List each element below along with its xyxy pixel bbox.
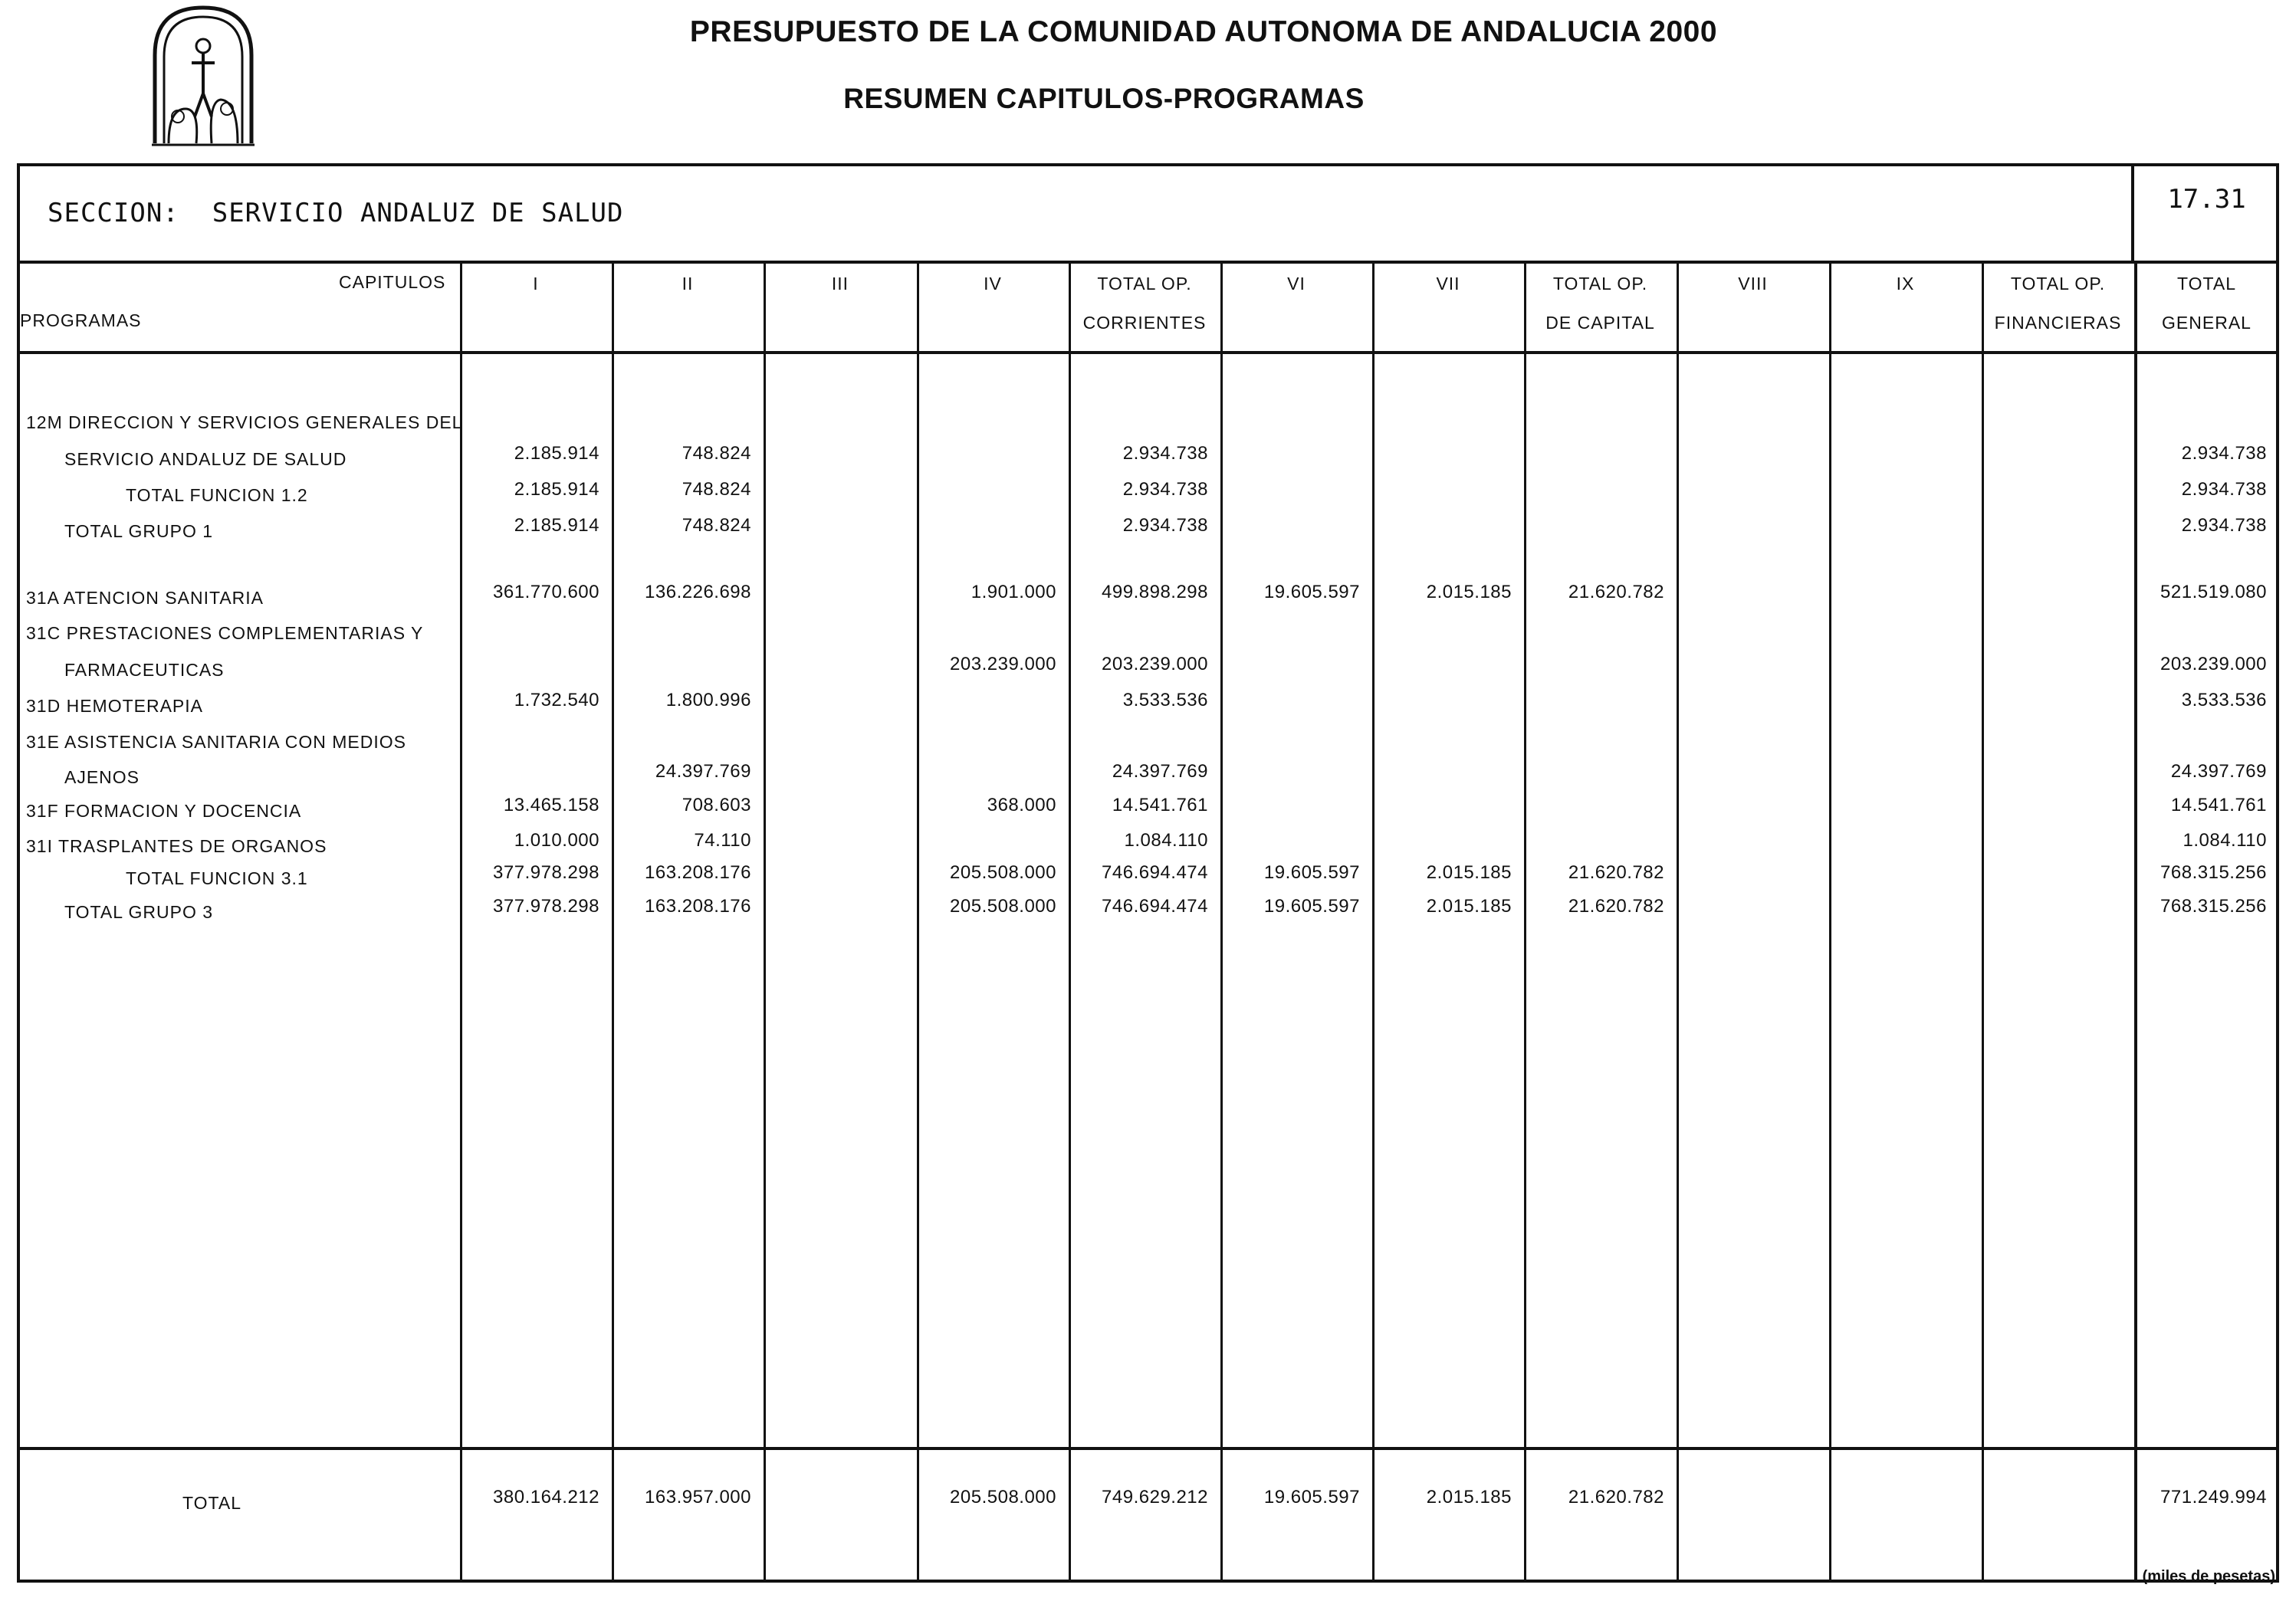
section-name: SERVICIO ANDALUZ DE SALUD	[212, 198, 624, 228]
column-separator	[612, 261, 614, 1583]
column-header-line1: VIII	[1738, 274, 1768, 294]
column-separator	[460, 261, 462, 1583]
cell-value: 768.315.256	[2160, 862, 2267, 883]
cell-value: 368.000	[987, 795, 1056, 815]
column-header-line1: VII	[1436, 274, 1460, 294]
cell-value: 19.605.597	[1263, 582, 1360, 602]
cell-value: 3.533.536	[1122, 690, 1208, 710]
total-cell-value: 380.164.212	[493, 1487, 599, 1508]
section-title	[48, 198, 623, 228]
corner-header-capitulos: CAPITULOS	[339, 272, 446, 292]
cell-value: 708.603	[682, 795, 751, 815]
cell-value: 19.605.597	[1263, 896, 1360, 917]
section-label: SECCION:	[48, 198, 179, 228]
page-subtitle: RESUMEN CAPITULOS-PROGRAMAS	[843, 83, 1365, 114]
cell-value: 2.015.185	[1426, 896, 1512, 917]
cell-value: 14.541.761	[2170, 795, 2267, 815]
column-separator	[1982, 261, 1984, 1583]
cell-value: 205.508.000	[950, 862, 1056, 883]
column-header-line1: I	[533, 274, 539, 294]
cell-value: 14.541.761	[1112, 795, 1208, 815]
column-separator	[1069, 261, 1071, 1583]
cell-value: 377.978.298	[493, 862, 599, 883]
cell-value: 21.620.782	[1568, 896, 1664, 917]
program-label: 31E ASISTENCIA SANITARIA CON MEDIOS	[26, 732, 406, 752]
total-cell-value: 163.957.000	[645, 1487, 751, 1508]
program-label: 31I TRASPLANTES DE ORGANOS	[26, 836, 327, 856]
cell-value: 2.934.738	[1122, 479, 1208, 500]
program-label: AJENOS	[64, 767, 140, 787]
column-separator	[2134, 261, 2137, 1583]
total-cell-value: 205.508.000	[950, 1487, 1056, 1508]
column-header-line2: DE CAPITAL	[1545, 313, 1655, 333]
cell-value: 521.519.080	[2160, 582, 2267, 602]
total-cell-value: 749.629.212	[1102, 1487, 1208, 1508]
column-header-line1: VI	[1287, 274, 1306, 294]
cell-value: 203.239.000	[950, 654, 1056, 674]
cell-value: 499.898.298	[1102, 582, 1208, 602]
column-header-line1: IX	[1896, 274, 1915, 294]
column-separator	[1677, 261, 1679, 1583]
cell-value: 3.533.536	[2181, 690, 2267, 710]
cell-value: 2.185.914	[514, 443, 599, 464]
cell-value: 13.465.158	[503, 795, 599, 815]
program-label: 31F FORMACION Y DOCENCIA	[26, 801, 302, 821]
page-title: PRESUPUESTO DE LA COMUNIDAD AUTONOMA DE ANDALUCIA 2000	[689, 15, 1718, 48]
column-header-line1: III	[831, 274, 849, 294]
cell-value: 1.800.996	[665, 690, 751, 710]
cell-value: 24.397.769	[655, 761, 751, 782]
cell-value: 205.508.000	[950, 896, 1056, 917]
cell-value: 746.694.474	[1102, 896, 1208, 917]
total-cell-value: 2.015.185	[1426, 1487, 1512, 1508]
program-label: 31C PRESTACIONES COMPLEMENTARIAS Y	[26, 623, 424, 643]
cell-value: 74.110	[694, 830, 751, 851]
cell-value: 748.824	[682, 443, 751, 464]
total-cell-value: 19.605.597	[1263, 1487, 1360, 1508]
cell-value: 748.824	[682, 479, 751, 500]
header-divider	[17, 351, 2279, 354]
program-label: TOTAL GRUPO 3	[64, 902, 214, 922]
cell-value: 163.208.176	[645, 862, 751, 883]
column-header-line1: TOTAL OP.	[2010, 274, 2106, 294]
andalucia-emblem-logo	[146, 2, 261, 151]
cell-value: 24.397.769	[1112, 761, 1208, 782]
cell-value: 768.315.256	[2160, 896, 2267, 917]
column-separator	[917, 261, 919, 1583]
column-separator	[1524, 261, 1526, 1583]
cell-value: 203.239.000	[1102, 654, 1208, 674]
cell-value: 361.770.600	[493, 582, 599, 602]
cell-value: 2.185.914	[514, 479, 599, 500]
cell-value: 2.934.738	[1122, 443, 1208, 464]
units-footnote: (miles de pesetas)	[2142, 1568, 2275, 1585]
total-label: TOTAL	[182, 1493, 241, 1513]
cell-value: 19.605.597	[1263, 862, 1360, 883]
section-code: 17.31	[2167, 184, 2246, 215]
column-header-line1: TOTAL OP.	[1097, 274, 1192, 294]
program-label: TOTAL FUNCION 1.2	[126, 485, 308, 505]
cell-value: 163.208.176	[645, 896, 751, 917]
cell-value: 2.934.738	[2181, 443, 2267, 464]
program-label: TOTAL FUNCION 3.1	[126, 868, 308, 888]
program-label: FARMACEUTICAS	[64, 660, 225, 680]
column-header-line2: FINANCIERAS	[1994, 313, 2122, 333]
cell-value: 2.934.738	[2181, 515, 2267, 536]
column-header-line1: IV	[984, 274, 1002, 294]
cell-value: 748.824	[682, 515, 751, 536]
cell-value: 2.185.914	[514, 515, 599, 536]
cell-value: 1.901.000	[971, 582, 1056, 602]
section-divider	[17, 261, 2279, 264]
cell-value: 2.015.185	[1426, 862, 1512, 883]
column-header-line2: GENERAL	[2162, 313, 2252, 333]
total-cell-value: 21.620.782	[1568, 1487, 1664, 1508]
cell-value: 1.732.540	[514, 690, 599, 710]
cell-value: 136.226.698	[645, 582, 751, 602]
column-separator	[1829, 261, 1831, 1583]
cell-value: 746.694.474	[1102, 862, 1208, 883]
program-label: TOTAL GRUPO 1	[64, 521, 214, 541]
column-separator	[764, 261, 766, 1583]
program-label: 31D HEMOTERAPIA	[26, 696, 203, 716]
total-cell-value: 771.249.994	[2160, 1487, 2267, 1508]
column-header-line1: TOTAL	[2177, 274, 2236, 294]
program-label: 12M DIRECCION Y SERVICIOS GENERALES DEL	[26, 412, 463, 432]
cell-value: 24.397.769	[2170, 761, 2267, 782]
corner-header-programas: PROGRAMAS	[20, 310, 142, 330]
cell-value: 203.239.000	[2160, 654, 2267, 674]
cell-value: 377.978.298	[493, 896, 599, 917]
cell-value: 2.934.738	[2181, 479, 2267, 500]
cell-value: 2.934.738	[1122, 515, 1208, 536]
column-header-line1: TOTAL OP.	[1552, 274, 1648, 294]
column-separator	[1372, 261, 1375, 1583]
cell-value: 21.620.782	[1568, 582, 1664, 602]
total-divider	[17, 1447, 2279, 1450]
cell-value: 1.084.110	[1124, 830, 1208, 851]
cell-value: 21.620.782	[1568, 862, 1664, 883]
program-label: SERVICIO ANDALUZ DE SALUD	[64, 449, 347, 469]
program-label: 31A ATENCION SANITARIA	[26, 588, 264, 608]
cell-value: 1.010.000	[514, 830, 599, 851]
cell-value: 1.084.110	[2183, 830, 2267, 851]
column-separator	[1220, 261, 1223, 1583]
column-header-line2: CORRIENTES	[1082, 313, 1207, 333]
cell-value: 2.015.185	[1426, 582, 1512, 602]
column-header-line1: II	[682, 274, 694, 294]
